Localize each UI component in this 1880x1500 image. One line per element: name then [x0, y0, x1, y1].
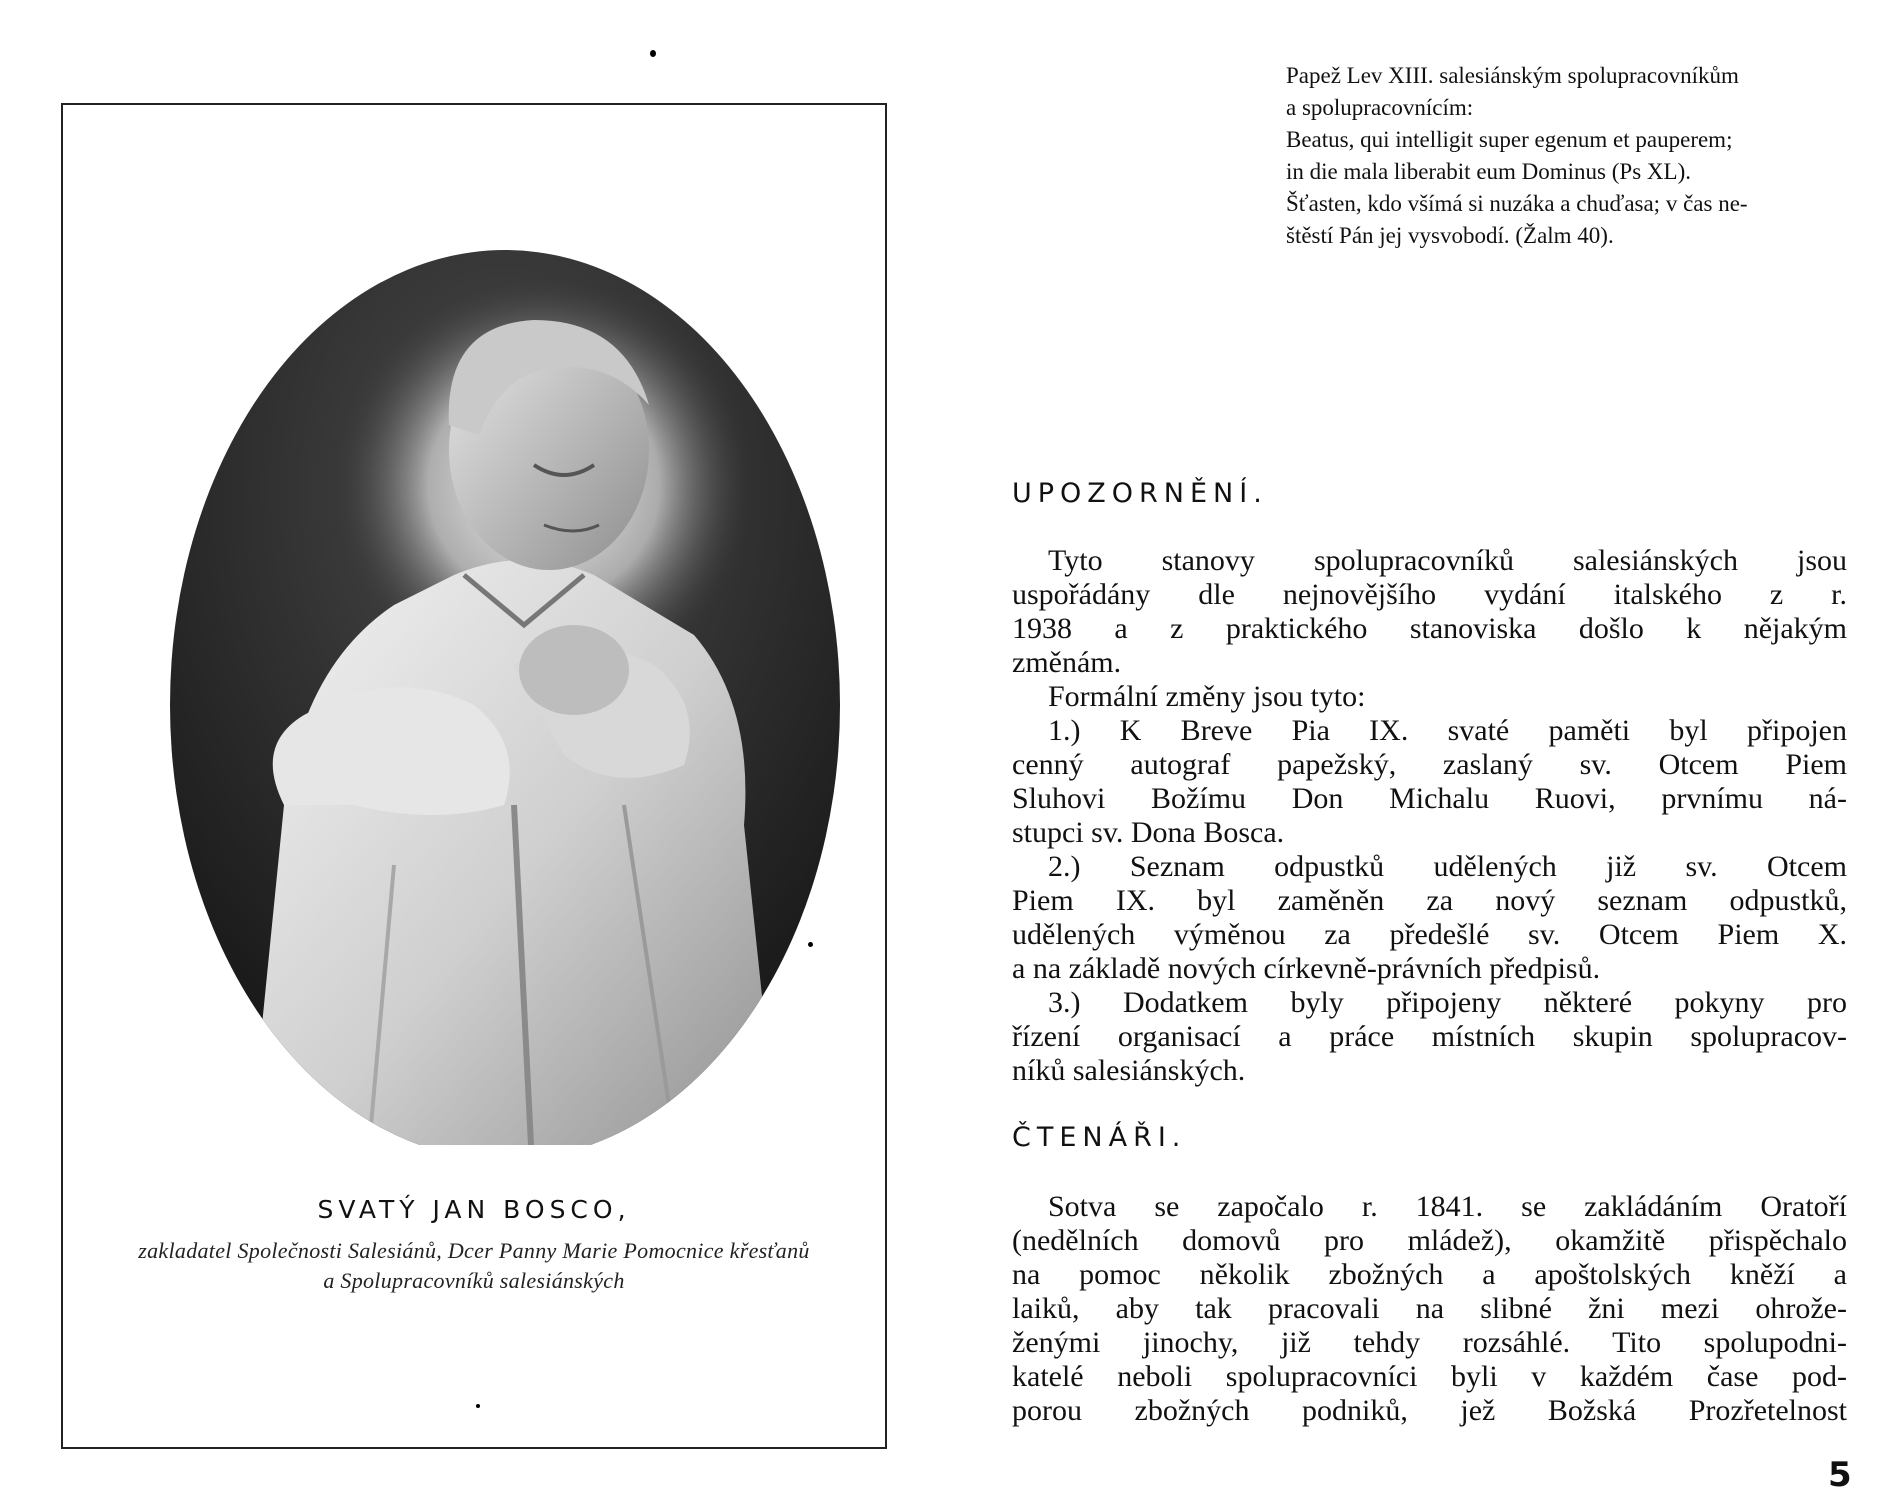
caption-subtitle-line-1: zakladatel Společnosti Salesiánů, Dcer Panny Marie Pomocnice křesťanů [138, 1238, 810, 1263]
section-ctenari-text [1012, 1190, 1847, 1428]
text-line: řízení organisací a práce místních skupin spolupracov- [1012, 1020, 1847, 1053]
page-number: 5 [1828, 1455, 1852, 1495]
motto-line: in die mala liberabit eum Dominus (Ps XL). [1286, 159, 1691, 184]
text-line: Formální změny jsou tyto: [1048, 680, 1366, 713]
text-line: stupci sv. Dona Bosca. [1012, 816, 1285, 849]
text-line: Sluhovi Božímu Don Michalu Ruovi, prvnímu ná- [1012, 782, 1847, 815]
ink-speck [650, 50, 656, 57]
motto-line: štěstí Pán jej vysvobodí. (Žalm 40). [1286, 223, 1614, 248]
motto-line: Papež Lev XIII. salesiánským spolupracovníkům [1286, 63, 1739, 88]
text-line: cenný autograf papežský, zaslaný sv. Otcem Piem [1012, 748, 1847, 781]
text-line: níků salesiánských. [1012, 1054, 1246, 1087]
text-line: 2.) Seznam odpustků udělených již sv. Otcem [1048, 850, 1847, 883]
text-line: porou zbožných podniků, jež Božská Prozřetelnost [1012, 1394, 1847, 1427]
section-heading-upozorneni: UPOZORNĚNÍ. [1012, 478, 1268, 509]
portrait-plate-frame [61, 103, 887, 1449]
text-line: 3.) Dodatkem byly připojeny některé pokyny pro [1048, 986, 1847, 1019]
portrait-photo [63, 105, 885, 1145]
papal-motto [1286, 60, 1841, 252]
text-line: 1938 a z praktického stanoviska došlo k nějakým [1012, 612, 1847, 645]
text-line: Tyto stanovy spolupracovníků salesiánských jsou [1048, 544, 1847, 577]
text-line: katelé neboli spolupracovníci byli v každém čase pod- [1012, 1360, 1847, 1393]
text-line: laiků, aby tak pracovali na slibné žni mezi ohrože- [1012, 1292, 1847, 1325]
portrait-caption [63, 1195, 885, 1296]
section-heading-ctenari: ČTENÁŘI. [1012, 1122, 1187, 1153]
section-upozorneni-text [1012, 544, 1847, 1088]
text-line: Sotva se započalo r. 1841. se zakládáním Oratoří [1048, 1190, 1847, 1223]
text-line: na pomoc několik zbožných a apoštolských kněží a [1012, 1258, 1847, 1291]
motto-line: Šťasten, kdo všímá si nuzáka a chuďasa; v čas ne- [1286, 191, 1748, 216]
motto-line: a spolupracovnícím: [1286, 95, 1474, 120]
caption-title: SVATÝ JAN BOSCO, [317, 1195, 631, 1224]
text-line: změnám. [1012, 646, 1122, 679]
text-line: udělených výměnou za předešlé sv. Otcem Piem X. [1012, 918, 1847, 951]
motto-line: Beatus, qui intelligit super egenum et pauperem; [1286, 127, 1733, 152]
text-line: Piem IX. byl zaměněn za nový seznam odpustků, [1012, 884, 1847, 917]
text-line: uspořádány dle nejnovějšího vydání italského z r. [1012, 578, 1847, 611]
text-line: 1.) K Breve Pia IX. svaté paměti byl připojen [1048, 714, 1847, 747]
text-line: a na základě nových církevně-právních předpisů. [1012, 952, 1601, 985]
text-line: (nedělních domovů pro mládež), okamžitě přispěchalo [1012, 1224, 1847, 1257]
text-line: ženými jinochy, již tehdy rozsáhlé. Tito spolupodni- [1012, 1326, 1847, 1359]
caption-subtitle-line-2: a Spolupracovníků salesiánských [323, 1268, 625, 1293]
